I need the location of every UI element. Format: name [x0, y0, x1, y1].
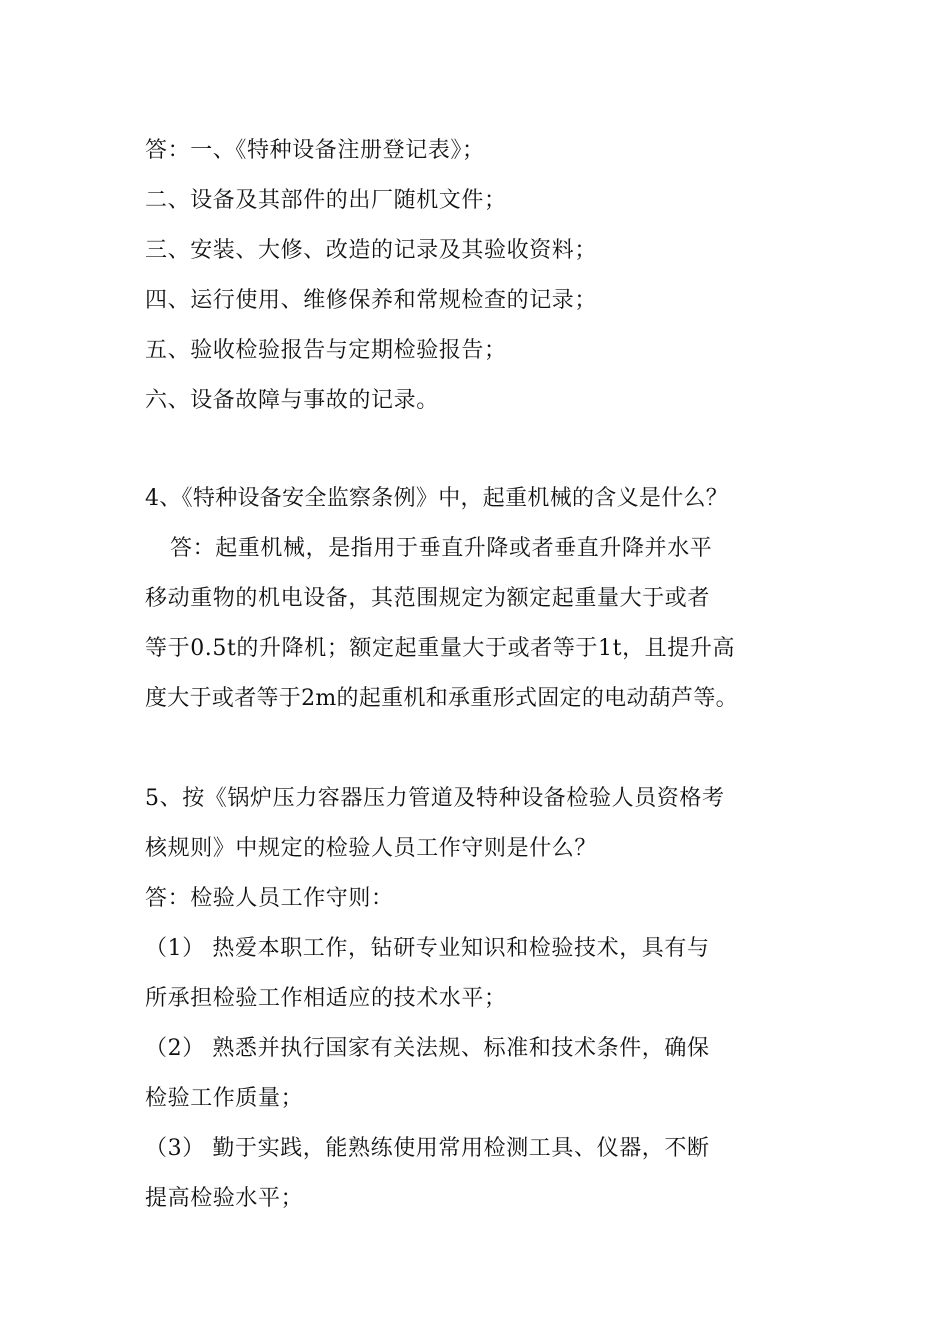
- answer-3-line-3: 三、安装、大修、改造的记录及其验收资料；: [145, 238, 598, 263]
- answer-3-line-6: 六、设备故障与事故的记录。: [145, 388, 439, 413]
- question-5-item-2-line-1: （2） 熟悉并执行国家有关法规、标准和技术条件，确保: [145, 1036, 710, 1061]
- question-4-answer-line-1: 答：起重机械，是指用于垂直升降或者垂直升降并水平: [170, 536, 713, 561]
- answer-3-line-4: 四、运行使用、维修保养和常规检查的记录；: [145, 288, 598, 313]
- question-5-item-2-line-2: 检验工作质量；: [145, 1086, 304, 1111]
- question-4-title: 4、《特种设备安全监察条例》中，起重机械的含义是什么？: [145, 486, 729, 511]
- question-5-title-line-1: 5、按《锅炉压力容器压力管道及特种设备检验人员资格考: [145, 786, 725, 811]
- answer-3-line-5: 五、验收检验报告与定期检验报告；: [145, 338, 507, 363]
- question-5-answer-line-1: 答：检验人员工作守则：: [145, 886, 394, 911]
- answer-3-line-2: 二、设备及其部件的出厂随机文件；: [145, 188, 507, 213]
- question-5-item-1-line-1: （1） 热爱本职工作，钻研专业知识和检验技术，具有与: [145, 936, 710, 961]
- question-5-item-3-line-1: （3） 勤于实践，能熟练使用常用检测工具、仪器，不断: [145, 1136, 710, 1161]
- answer-3-line-1: 答：一、《特种设备注册登记表》；: [145, 138, 485, 163]
- question-5-title-line-2: 核规则》中规定的检验人员工作守则是什么？: [145, 836, 598, 861]
- question-5-item-1-line-2: 所承担检验工作相适应的技术水平；: [145, 986, 507, 1011]
- question-5-item-3-line-2: 提高检验水平；: [145, 1186, 304, 1211]
- question-4-answer-line-4: 度大于或者等于2m的起重机和承重形式固定的电动葫芦等。: [145, 686, 738, 711]
- question-4-answer-line-2: 移动重物的机电设备，其范围规定为额定起重量大于或者: [145, 586, 711, 611]
- question-4-answer-line-3: 等于0.5t的升降机；额定起重量大于或者等于1t，且提升高: [145, 636, 736, 661]
